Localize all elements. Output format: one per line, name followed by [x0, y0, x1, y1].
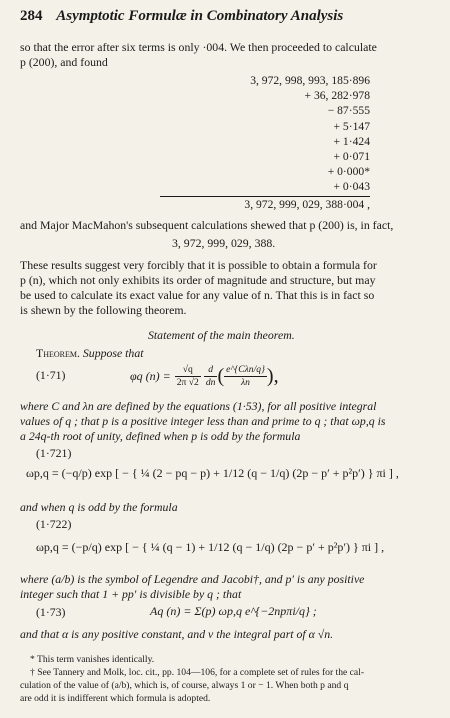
footnote: are odd it is indifferent which formula is adopted.: [20, 693, 211, 704]
sum-table: [160, 73, 370, 212]
para2-line: These results suggest very forcibly that it is possible to obtain a formula for: [20, 258, 377, 272]
close-paren: ),: [266, 364, 279, 387]
legendre-line: integer such that 1 + pp′ is divisible by q ; that: [20, 587, 242, 601]
phi-lhs: φq (n) =: [130, 368, 171, 383]
theorem-intro: [36, 346, 144, 361]
sum-row: + 0·071: [333, 149, 370, 163]
where-line: a 24q-th root of unity, defined when p is odd by the formula: [20, 429, 301, 443]
theorem-label: Theorem.: [36, 346, 80, 360]
eq-1-71-number: (1·71): [36, 368, 66, 382]
sum-row: + 1·424: [333, 134, 370, 148]
eq-1-721: ωp,q = (−q/p) exp [ − { ¼ (2 − pq − p) + 1/12 (q − 1/q) (2p − p′ + p²p′) } πi ] ,: [26, 466, 399, 480]
sum-row: − 87·555: [327, 104, 370, 118]
derivative: $\frac{d}{dn}$: [205, 363, 216, 388]
theorem-suppose: Suppose that: [82, 346, 144, 360]
eq-1-71: [130, 356, 279, 396]
sum-row: + 0·000*: [327, 165, 370, 179]
para2-line: be used to calculate its exact value for any value of n. That this is in fact so: [20, 288, 375, 302]
footnote: † See Tannery and Molk, loc. cit., pp. 104—106, for a complete set of rules for the cal-: [30, 667, 365, 678]
final-line: and that α is any positive constant, and ν the integral part of α √n.: [20, 627, 334, 641]
where-line: where C and λn are defined by the equations (1·53), for all positive integral: [20, 399, 377, 413]
para2-line: p (n), which not only exhibits its order of magnitude and structure, but may: [20, 273, 376, 287]
open-paren: (: [217, 364, 225, 387]
fraction: $\frac{√q}{2\pi √2}$: [176, 363, 199, 388]
eq-1-73: Aq (n) = Σ(p) ωp,q e^{−2npπi/q} ;: [150, 604, 317, 618]
running-header: [20, 8, 343, 25]
eq-1-721-number: (1·721): [36, 446, 72, 460]
page-number: 284: [20, 8, 43, 24]
sum-total: 3, 972, 999, 029, 388·004 ,: [244, 197, 370, 211]
statement-heading: Statement of the main theorem.: [148, 328, 295, 342]
eq-1-73-number: (1·73): [36, 605, 66, 619]
legendre-line: where (a/b) is the symbol of Legendre and Jacobi†, and p′ is any positive: [20, 572, 365, 586]
running-title: Asymptotic Formulæ in Combinatory Analysis: [56, 8, 344, 24]
intro-line-1: so that the error after six terms is only ·004. We then proceeded to calculate: [20, 40, 377, 54]
intro-line-2: p (200), and found: [20, 55, 108, 69]
inner-fraction: $\frac{\text{e\textasciicircum{}\{Cλn/q\}}}{\lambda n}$: [226, 363, 265, 388]
sum-row: + 0·043: [333, 180, 370, 194]
para2-line: is shewn by the following theorem.: [20, 303, 187, 317]
footnote: culation of the value of (a/b), which is, of course, always 1 or − 1. When both p and q: [20, 680, 349, 691]
after-sum-line: and Major MacMahon's subsequent calculations shewed that p (200) is, in fact,: [20, 218, 394, 232]
eq-1-722-number: (1·722): [36, 517, 72, 531]
sum-row: + 5·147: [333, 119, 370, 133]
sum-row: + 36, 282·978: [304, 89, 370, 103]
footnote: * This term vanishes identically.: [30, 654, 155, 665]
sum-row: 3, 972, 998, 993, 185·896: [250, 74, 370, 87]
where-line: values of q ; that p is a positive integer less than and prime to q ; that ωp,q is: [20, 414, 386, 428]
p200-value: 3, 972, 999, 029, 388.: [172, 236, 276, 250]
eq-1-722: ωp,q = (−p/q) exp [ − { ¼ (q − 1) + 1/12 (q − 1/q) (2p − p′ + p²p′) } πi ] ,: [36, 540, 385, 554]
when-odd-line: and when q is odd by the formula: [20, 500, 178, 514]
